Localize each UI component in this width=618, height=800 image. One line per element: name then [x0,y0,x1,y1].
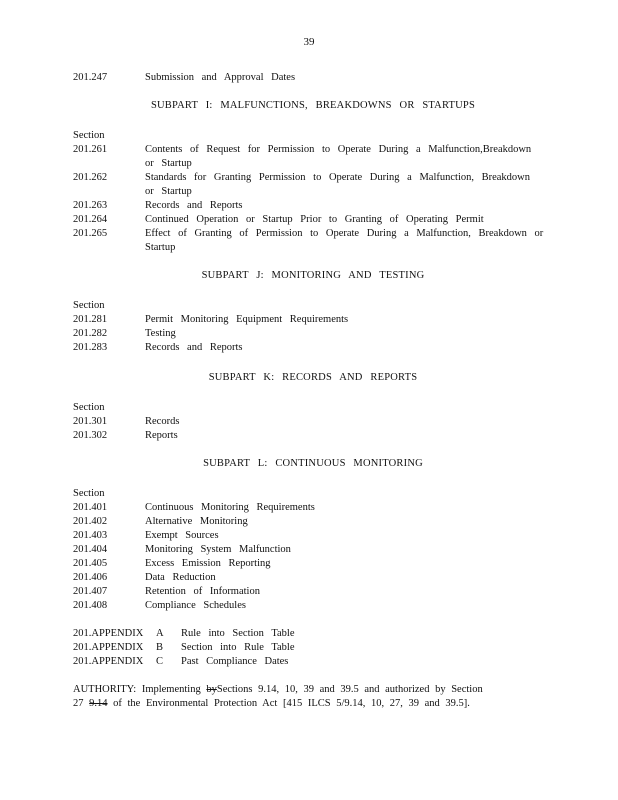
authority-text: Sections 9.14, 10, 39 and 39.5 and authorized by Section [216,684,483,695]
section-title: Compliance Schedules [145,600,246,611]
section-title: Continuous Monitoring Requirements [145,502,315,513]
struck-text: by [206,684,217,695]
toc-entry [73,429,553,443]
toc-entry [73,199,553,213]
section-label: Section [73,300,105,311]
section-number: 201.407 [73,586,108,597]
section-label: Section [73,130,105,141]
appendix-title: Rule into Section Table [181,628,295,639]
authority-text: of the Environmental Protection Act [415 ILCS 5/9.14, 10, 27, 39 and 39.5]. [107,698,470,709]
section-title: Records [145,416,180,427]
section-number: 201.247 [73,72,108,83]
subpart-heading: SUBPART L: CONTINUOUS MONITORING [203,458,423,469]
section-number: 201.264 [73,214,108,225]
section-title: Reports [145,430,178,441]
section-title: Records and Reports [145,200,243,211]
section-title-cont: Startup [145,242,176,253]
appendix-label: 201.APPENDIX [73,628,144,639]
appendix-letter: B [156,642,164,653]
toc-entry [73,515,553,529]
section-title: Excess Emission Reporting [145,558,271,569]
toc-entry [73,71,553,85]
struck-text: 9.14 [89,698,108,709]
section-number: 201.262 [73,172,108,183]
section-number: 201.401 [73,502,108,513]
toc-entry [73,501,553,515]
authority-note [73,683,553,711]
section-title: Standards for Granting Permission to Operate During a Malfunction, Breakdown [145,172,531,183]
appendix-letter: A [156,628,164,639]
toc-entry [73,213,553,227]
authority-text: AUTHORITY: Implementing [73,684,207,695]
section-title: Continued Operation or Startup Prior to Granting of Operating Permit [145,214,484,225]
toc-entry [73,227,553,255]
section-title: Exempt Sources [145,530,219,541]
table-of-contents [73,71,553,711]
appendix-label: 201.APPENDIX [73,642,144,653]
toc-entry [73,327,553,341]
section-label: Section [73,402,105,413]
section-number: 201.408 [73,600,108,611]
section-title-cont: or Startup [145,186,192,197]
subpart-heading: SUBPART I: MALFUNCTIONS, BREAKDOWNS OR STARTUPS [150,100,476,111]
section-number: 201.405 [73,558,108,569]
section-number: 201.281 [73,314,108,325]
section-title-cont: or Startup [145,158,192,169]
section-number: 201.283 [73,342,108,353]
toc-entry [73,415,553,429]
section-number: 201.282 [73,328,108,339]
toc-entry [73,585,553,599]
page-number: 39 [303,36,315,48]
section-number: 201.302 [73,430,108,441]
section-number: 201.301 [73,416,108,427]
toc-entry [73,143,553,171]
toc-entry [73,313,553,327]
section-title: Alternative Monitoring [145,516,248,527]
section-number: 201.403 [73,530,108,541]
appendix-title: Section into Rule Table [181,642,295,653]
toc-entry [73,171,553,199]
section-title: Submission and Approval Dates [145,72,296,83]
section-title: Effect of Granting of Permission to Operate During a Malfunction, Breakdown or [145,228,544,239]
appendix-entry [73,641,553,655]
subpart-heading: SUBPART J: MONITORING AND TESTING [201,270,425,281]
toc-entry [73,543,553,557]
section-label: Section [73,488,105,499]
authority-text: 27 [73,698,90,709]
appendix-entry [73,627,553,641]
toc-entry [73,529,553,543]
section-title: Retention of Information [145,586,260,597]
section-number: 201.406 [73,572,108,583]
appendix-letter: C [156,656,164,667]
section-number: 201.263 [73,200,108,211]
toc-entry [73,557,553,571]
section-title: Monitoring System Malfunction [145,544,291,555]
toc-entry [73,341,553,355]
toc-entry [73,571,553,585]
subpart-heading: SUBPART K: RECORDS AND REPORTS [208,372,418,383]
appendix-entry [73,655,553,669]
appendix-label: 201.APPENDIX [73,656,144,667]
toc-entry [73,599,553,613]
section-number: 201.265 [73,228,108,239]
section-title: Records and Reports [145,342,243,353]
appendix-title: Past Compliance Dates [181,656,289,667]
section-title: Data Reduction [145,572,216,583]
section-title: Testing [145,328,176,339]
section-number: 201.402 [73,516,108,527]
section-title: Contents of Request for Permission to Operate During a Malfunction,Breakdown [145,144,532,155]
section-number: 201.404 [73,544,108,555]
section-title: Permit Monitoring Equipment Requirements [145,314,349,325]
section-number: 201.261 [73,144,108,155]
